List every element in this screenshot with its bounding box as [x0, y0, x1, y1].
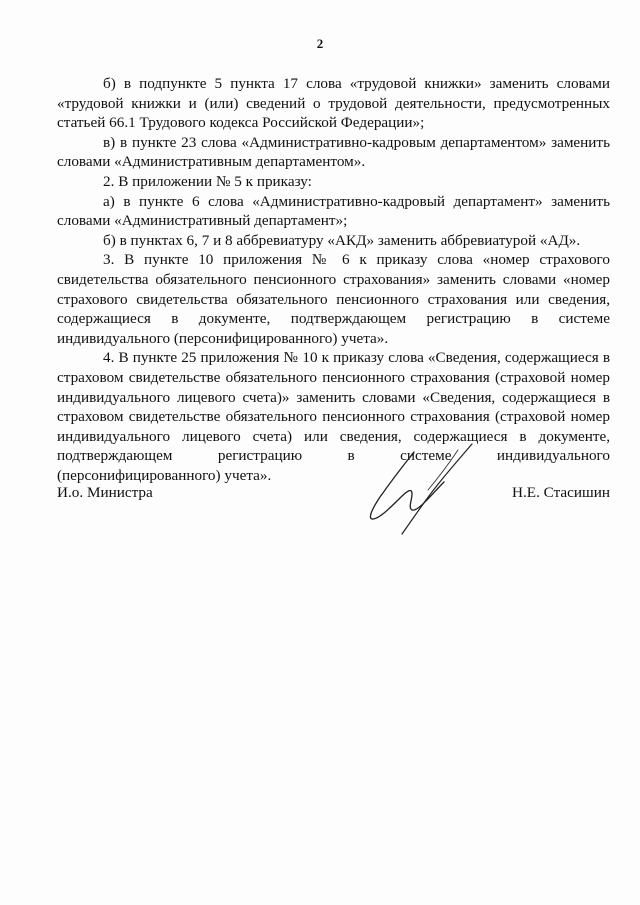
paragraph-1c: в) в пункте 23 слова «Административно-кадровым департаментом» заменить словами «Административным департаментом». [57, 133, 610, 171]
signatory-name: Н.Е. Стасишин [512, 484, 610, 501]
signature-block [57, 484, 610, 504]
document-body [57, 74, 610, 485]
paragraph-4: 4. В пункте 25 приложения № 10 к приказу слова «Сведения, содержащиеся в страховом свидетельстве обязательного пенсионного страхования (страховой номер индивидуального лицевого счета)» заменить словами «Сведения, содержащиеся в страховом свидетельстве обязательного пенсионного страхования (страховой номер индивидуального лицевого счета) или сведения, содержащиеся в документе, подтверждающем регистрацию в системе индивидуального (персонифицированного) учета». [57, 349, 610, 484]
paragraph-3: 3. В пункте 10 приложения № 6 к приказу слова «номер страхового свидетельства обязательного пенсионного страхования» заменить словами «номер страхового свидетельства обязательного пенсионного страхования или сведения, содержащиеся в документе, подтверждающем регистрацию в системе индивидуального (персонифицированного) учета». [57, 251, 610, 347]
page-number: 2 [316, 36, 324, 51]
paragraph-1b: б) в подпункте 5 пункта 17 слова «трудовой книжки» заменить словами «трудовой книжки и (или) сведений о трудовой деятельности, предусмотренных статьей 66.1 Трудового кодекса Российской Федерации»; [57, 75, 610, 132]
handwritten-signature-icon [362, 442, 482, 537]
paragraph-2b: б) в пунктах 6, 7 и 8 аббревиатуру «АКД» заменить аббревиатурой «АД». [103, 231, 581, 249]
paragraph-2: 2. В приложении № 5 к приказу: [103, 172, 312, 190]
paragraph-2a: а) в пункте 6 слова «Административно-кадровый департамент» заменить словами «Административный департамент»; [57, 192, 610, 230]
signatory-title: И.о. Министра [57, 484, 153, 501]
